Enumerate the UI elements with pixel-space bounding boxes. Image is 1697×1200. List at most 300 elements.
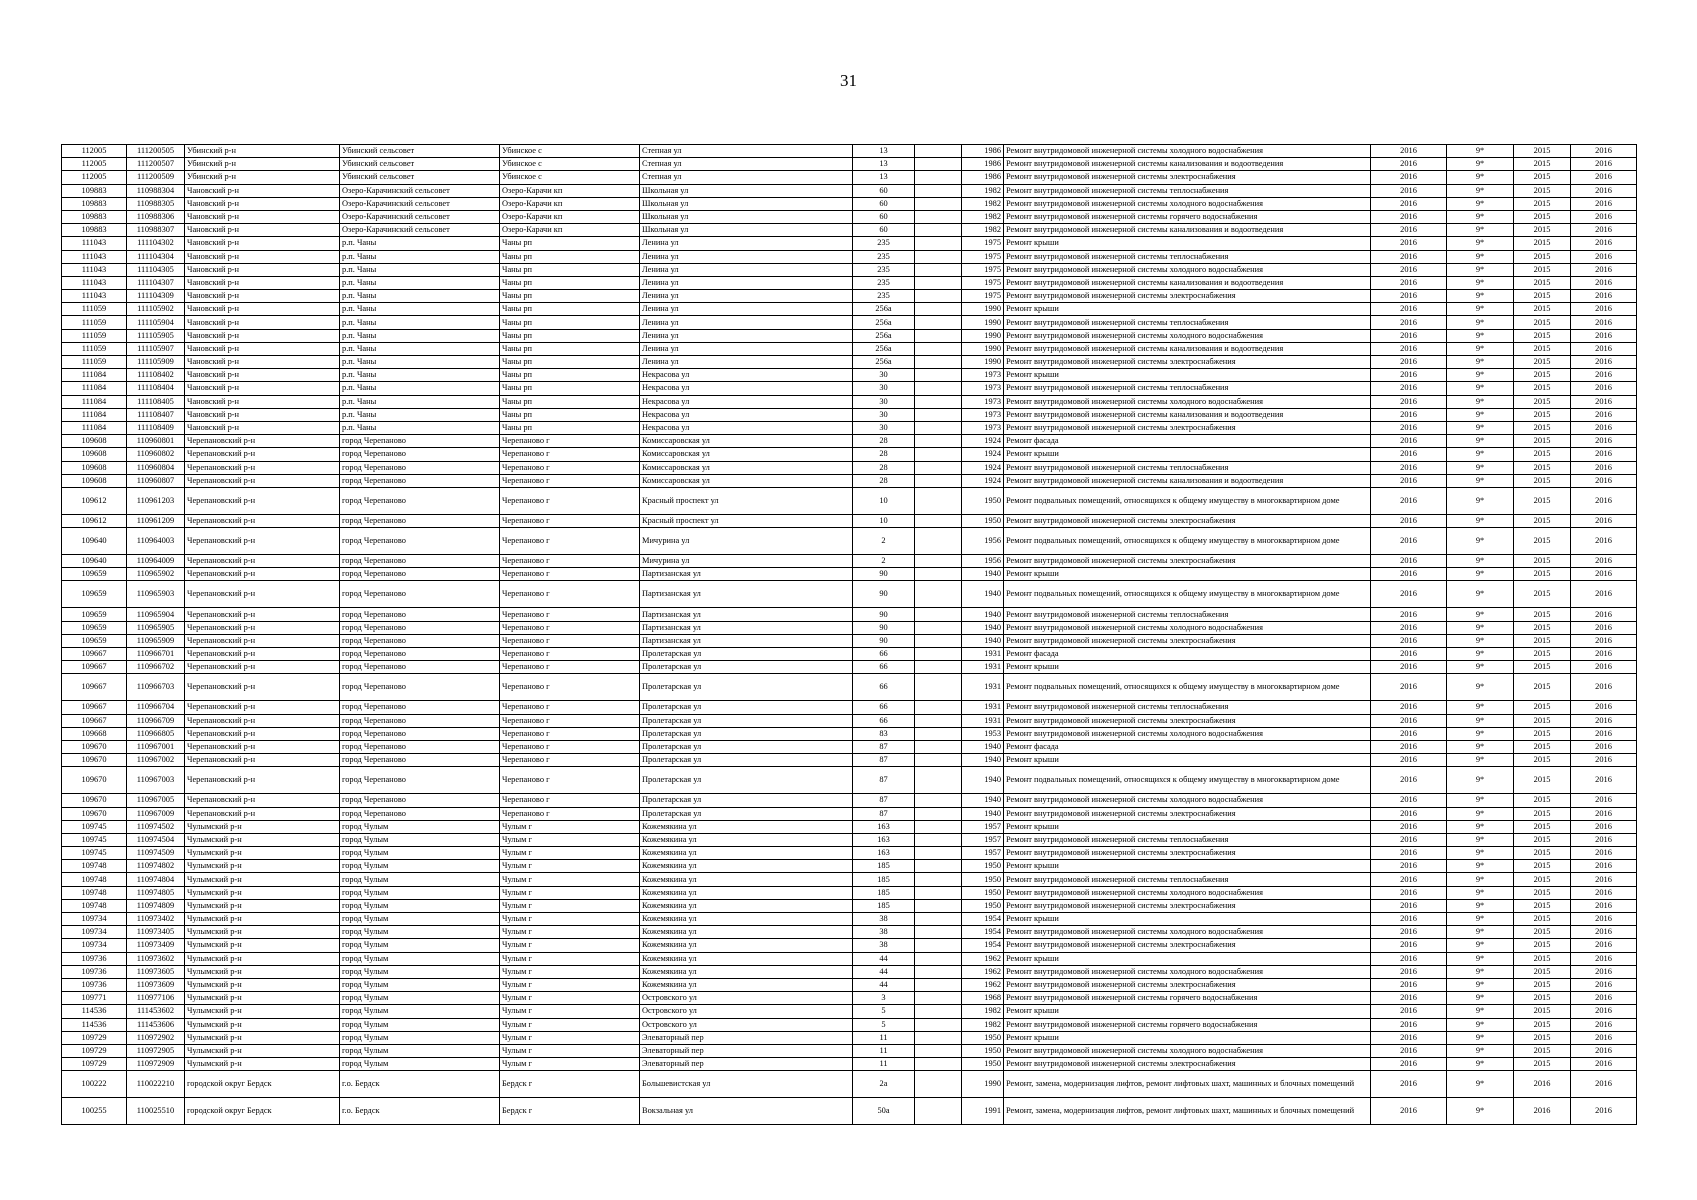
cell-building: [915, 860, 962, 873]
cell-plan-year: 2016: [1371, 1018, 1447, 1031]
cell-settlement: Чаны рп: [500, 250, 640, 263]
cell-end-year: 2016: [1571, 754, 1637, 767]
cell-house-number: 11: [853, 1031, 915, 1044]
cell-municipality: город Черепаново: [340, 528, 500, 555]
cell-plan-year: 2016: [1371, 1044, 1447, 1057]
cell-house-number: 66: [853, 661, 915, 674]
cell-note: 9*: [1447, 184, 1514, 197]
cell-start-year: 2015: [1514, 290, 1571, 303]
cell-work-id: 110966703: [127, 674, 185, 701]
cell-municipality: город Чулым: [340, 847, 500, 860]
cell-settlement: Чаны рп: [500, 369, 640, 382]
cell-plan-year: 2016: [1371, 913, 1447, 926]
cell-start-year: 2015: [1514, 487, 1571, 514]
cell-start-year: 2015: [1514, 952, 1571, 965]
cell-note: 9*: [1447, 860, 1514, 873]
cell-end-year: 2016: [1571, 913, 1637, 926]
cell-end-year: 2016: [1571, 847, 1637, 860]
cell-settlement: Чулым г: [500, 939, 640, 952]
cell-house-id: 109670: [62, 807, 127, 820]
cell-work-id: 110965909: [127, 634, 185, 647]
cell-building: [915, 899, 962, 912]
cell-work-id: 110966709: [127, 714, 185, 727]
cell-municipality: р.п. Чаны: [340, 237, 500, 250]
cell-plan-year: 2016: [1371, 276, 1447, 289]
cell-house-number: 235: [853, 250, 915, 263]
cell-street: Некрасова ул: [640, 382, 853, 395]
cell-year-built: 1986: [962, 158, 1004, 171]
cell-settlement: Чаны рп: [500, 316, 640, 329]
cell-street: Ленина ул: [640, 250, 853, 263]
cell-settlement: Чаны рп: [500, 303, 640, 316]
cell-street: Ленина ул: [640, 342, 853, 355]
cell-settlement: Черепаново г: [500, 474, 640, 487]
cell-year-built: 1940: [962, 794, 1004, 807]
cell-end-year: 2016: [1571, 807, 1637, 820]
cell-year-built: 1986: [962, 145, 1004, 158]
cell-work-type: Ремонт внутридомовой инженерной системы электроснабжения: [1004, 978, 1371, 991]
cell-end-year: 2016: [1571, 145, 1637, 158]
cell-street: Элеваторный пер: [640, 1044, 853, 1057]
cell-municipality: р.п. Чаны: [340, 421, 500, 434]
cell-start-year: 2015: [1514, 250, 1571, 263]
cell-house-number: 2: [853, 555, 915, 568]
cell-end-year: 2016: [1571, 487, 1637, 514]
cell-house-id: 109771: [62, 992, 127, 1005]
cell-year-built: 1982: [962, 1018, 1004, 1031]
cell-note: 9*: [1447, 568, 1514, 581]
cell-house-id: 114536: [62, 1005, 127, 1018]
cell-settlement: Чаны рп: [500, 356, 640, 369]
cell-settlement: Чулым г: [500, 952, 640, 965]
cell-building: [915, 608, 962, 621]
cell-settlement: Черепаново г: [500, 608, 640, 621]
cell-house-number: 256а: [853, 356, 915, 369]
table-row: [62, 674, 1637, 701]
cell-house-id: 111084: [62, 369, 127, 382]
cell-work-id: 110972905: [127, 1044, 185, 1057]
cell-plan-year: 2016: [1371, 224, 1447, 237]
cell-plan-year: 2016: [1371, 965, 1447, 978]
cell-work-type: Ремонт внутридомовой инженерной системы теплоснабжения: [1004, 382, 1371, 395]
cell-street: Кожемякина ул: [640, 886, 853, 899]
cell-work-id: 110974802: [127, 860, 185, 873]
cell-year-built: 1950: [962, 1031, 1004, 1044]
cell-building: [915, 224, 962, 237]
cell-district: Чулымский р-н: [185, 992, 340, 1005]
cell-street: Комиссаровская ул: [640, 474, 853, 487]
table-row: [62, 474, 1637, 487]
table-row: [62, 555, 1637, 568]
cell-district: Чановский р-н: [185, 316, 340, 329]
cell-note: 9*: [1447, 1031, 1514, 1044]
cell-end-year: 2016: [1571, 939, 1637, 952]
cell-plan-year: 2016: [1371, 568, 1447, 581]
cell-municipality: Озеро-Карачинский сельсовет: [340, 197, 500, 210]
cell-settlement: Чулым г: [500, 847, 640, 860]
cell-plan-year: 2016: [1371, 329, 1447, 342]
cell-house-id: 111084: [62, 395, 127, 408]
cell-note: 9*: [1447, 290, 1514, 303]
cell-district: Чановский р-н: [185, 382, 340, 395]
cell-settlement: Чулым г: [500, 1044, 640, 1057]
table-row: [62, 939, 1637, 952]
cell-house-id: 109667: [62, 648, 127, 661]
cell-plan-year: 2016: [1371, 1071, 1447, 1098]
cell-end-year: 2016: [1571, 329, 1637, 342]
cell-work-id: 110972909: [127, 1058, 185, 1071]
table-row: [62, 661, 1637, 674]
cell-note: 9*: [1447, 886, 1514, 899]
cell-note: 9*: [1447, 421, 1514, 434]
cell-end-year: 2016: [1571, 408, 1637, 421]
cell-work-type: Ремонт внутридомовой инженерной системы холодного водоснабжения: [1004, 794, 1371, 807]
cell-municipality: город Чулым: [340, 833, 500, 846]
table-row: [62, 1098, 1637, 1125]
cell-start-year: 2015: [1514, 369, 1571, 382]
cell-building: [915, 461, 962, 474]
cell-house-number: 38: [853, 913, 915, 926]
cell-building: [915, 474, 962, 487]
cell-work-type: Ремонт фасада: [1004, 435, 1371, 448]
cell-municipality: Убинский сельсовет: [340, 145, 500, 158]
cell-work-id: 110964009: [127, 555, 185, 568]
cell-house-id: 109640: [62, 555, 127, 568]
cell-street: Элеваторный пер: [640, 1031, 853, 1044]
cell-note: 9*: [1447, 395, 1514, 408]
cell-end-year: 2016: [1571, 316, 1637, 329]
cell-end-year: 2016: [1571, 197, 1637, 210]
table-row: [62, 740, 1637, 753]
cell-municipality: город Черепаново: [340, 448, 500, 461]
cell-street: Кожемякина ул: [640, 965, 853, 978]
cell-work-id: 111104309: [127, 290, 185, 303]
cell-work-id: 110965902: [127, 568, 185, 581]
table-row: [62, 714, 1637, 727]
cell-district: Черепановский р-н: [185, 634, 340, 647]
cell-start-year: 2015: [1514, 184, 1571, 197]
cell-note: 9*: [1447, 939, 1514, 952]
cell-work-id: 110974804: [127, 873, 185, 886]
cell-work-type: Ремонт внутридомовой инженерной системы холодного водоснабжения: [1004, 965, 1371, 978]
cell-work-type: Ремонт фасада: [1004, 648, 1371, 661]
cell-district: Черепановский р-н: [185, 474, 340, 487]
cell-work-type: Ремонт внутридомовой инженерной системы холодного водоснабжения: [1004, 621, 1371, 634]
cell-house-id: 109883: [62, 210, 127, 223]
cell-end-year: 2016: [1571, 860, 1637, 873]
cell-year-built: 1982: [962, 197, 1004, 210]
cell-year-built: 1924: [962, 448, 1004, 461]
cell-building: [915, 807, 962, 820]
cell-end-year: 2016: [1571, 608, 1637, 621]
cell-district: Чановский р-н: [185, 303, 340, 316]
cell-municipality: город Чулым: [340, 1018, 500, 1031]
cell-street: Степная ул: [640, 171, 853, 184]
cell-plan-year: 2016: [1371, 754, 1447, 767]
cell-district: Чановский р-н: [185, 369, 340, 382]
cell-year-built: 1982: [962, 210, 1004, 223]
cell-plan-year: 2016: [1371, 197, 1447, 210]
cell-house-number: 30: [853, 421, 915, 434]
cell-work-type: Ремонт, замена, модернизация лифтов, ремонт лифтовых шахт, машинных и блочных помещений: [1004, 1098, 1371, 1125]
cell-building: [915, 158, 962, 171]
cell-settlement: Чулым г: [500, 913, 640, 926]
cell-street: Пролетарская ул: [640, 714, 853, 727]
cell-work-type: Ремонт внутридомовой инженерной системы холодного водоснабжения: [1004, 329, 1371, 342]
cell-year-built: 1931: [962, 714, 1004, 727]
cell-house-id: 111043: [62, 237, 127, 250]
cell-house-id: 111059: [62, 356, 127, 369]
cell-work-id: 111104304: [127, 250, 185, 263]
cell-municipality: р.п. Чаны: [340, 276, 500, 289]
cell-municipality: город Чулым: [340, 886, 500, 899]
cell-house-number: 87: [853, 794, 915, 807]
cell-district: Черепановский р-н: [185, 754, 340, 767]
cell-end-year: 2016: [1571, 276, 1637, 289]
cell-street: Островского ул: [640, 1005, 853, 1018]
cell-note: 9*: [1447, 767, 1514, 794]
cell-end-year: 2016: [1571, 727, 1637, 740]
cell-house-number: 256а: [853, 329, 915, 342]
cell-end-year: 2016: [1571, 1058, 1637, 1071]
cell-settlement: Убинское с: [500, 158, 640, 171]
cell-house-id: 109883: [62, 197, 127, 210]
cell-municipality: р.п. Чаны: [340, 408, 500, 421]
cell-settlement: Чулым г: [500, 1058, 640, 1071]
cell-street: Кожемякина ул: [640, 847, 853, 860]
cell-building: [915, 1058, 962, 1071]
cell-settlement: Черепаново г: [500, 621, 640, 634]
cell-work-id: 111105909: [127, 356, 185, 369]
cell-note: 9*: [1447, 487, 1514, 514]
cell-street: Кожемякина ул: [640, 820, 853, 833]
cell-municipality: город Черепаново: [340, 474, 500, 487]
cell-building: [915, 727, 962, 740]
cell-settlement: Черепаново г: [500, 767, 640, 794]
cell-work-type: Ремонт крыши: [1004, 1031, 1371, 1044]
cell-start-year: 2015: [1514, 356, 1571, 369]
cell-work-type: Ремонт внутридомовой инженерной системы электроснабжения: [1004, 939, 1371, 952]
cell-building: [915, 740, 962, 753]
cell-building: [915, 873, 962, 886]
table-row: [62, 913, 1637, 926]
cell-building: [915, 1005, 962, 1018]
cell-settlement: Озеро-Карачи кп: [500, 224, 640, 237]
cell-settlement: Чаны рп: [500, 263, 640, 276]
cell-work-id: 110974504: [127, 833, 185, 846]
cell-work-type: Ремонт внутридомовой инженерной системы теплоснабжения: [1004, 250, 1371, 263]
cell-year-built: 1940: [962, 621, 1004, 634]
cell-street: Кожемякина ул: [640, 899, 853, 912]
cell-work-id: 110960804: [127, 461, 185, 474]
cell-end-year: 2016: [1571, 1031, 1637, 1044]
cell-end-year: 2016: [1571, 448, 1637, 461]
table-row: [62, 873, 1637, 886]
cell-work-id: 110967002: [127, 754, 185, 767]
cell-plan-year: 2016: [1371, 820, 1447, 833]
cell-start-year: 2015: [1514, 939, 1571, 952]
cell-house-number: 87: [853, 740, 915, 753]
cell-district: Чановский р-н: [185, 356, 340, 369]
cell-settlement: Черепаново г: [500, 674, 640, 701]
cell-district: Чулымский р-н: [185, 952, 340, 965]
cell-end-year: 2016: [1571, 674, 1637, 701]
cell-start-year: 2015: [1514, 847, 1571, 860]
cell-work-id: 111453606: [127, 1018, 185, 1031]
cell-district: Чулымский р-н: [185, 820, 340, 833]
cell-end-year: 2016: [1571, 767, 1637, 794]
table-row: [62, 1071, 1637, 1098]
cell-work-id: 111108402: [127, 369, 185, 382]
cell-district: Чановский р-н: [185, 184, 340, 197]
page-number: 31: [840, 71, 857, 90]
cell-work-type: Ремонт фасада: [1004, 740, 1371, 753]
cell-district: городской округ Бердск: [185, 1098, 340, 1125]
cell-start-year: 2015: [1514, 740, 1571, 753]
cell-street: Кожемякина ул: [640, 926, 853, 939]
cell-end-year: 2016: [1571, 395, 1637, 408]
cell-house-number: 87: [853, 767, 915, 794]
cell-end-year: 2016: [1571, 474, 1637, 487]
cell-plan-year: 2016: [1371, 992, 1447, 1005]
cell-work-id: 110974502: [127, 820, 185, 833]
cell-street: Пролетарская ул: [640, 740, 853, 753]
cell-year-built: 1990: [962, 316, 1004, 329]
cell-municipality: город Чулым: [340, 965, 500, 978]
table-row: [62, 701, 1637, 714]
cell-house-number: 13: [853, 171, 915, 184]
cell-district: Черепановский р-н: [185, 714, 340, 727]
cell-work-type: Ремонт внутридомовой инженерной системы теплоснабжения: [1004, 833, 1371, 846]
cell-municipality: город Черепаново: [340, 568, 500, 581]
cell-start-year: 2015: [1514, 528, 1571, 555]
cell-house-number: 90: [853, 581, 915, 608]
cell-end-year: 2016: [1571, 369, 1637, 382]
cell-end-year: 2016: [1571, 184, 1637, 197]
cell-work-id: 110973405: [127, 926, 185, 939]
table-row: [62, 528, 1637, 555]
cell-end-year: 2016: [1571, 714, 1637, 727]
cell-municipality: Озеро-Карачинский сельсовет: [340, 224, 500, 237]
cell-year-built: 1990: [962, 1071, 1004, 1098]
cell-year-built: 1973: [962, 395, 1004, 408]
cell-building: [915, 714, 962, 727]
cell-street: Партизанская ул: [640, 621, 853, 634]
cell-year-built: 1982: [962, 1005, 1004, 1018]
cell-work-id: 111108407: [127, 408, 185, 421]
table-row: [62, 992, 1637, 1005]
cell-work-id: 110967009: [127, 807, 185, 820]
cell-settlement: Чулым г: [500, 1031, 640, 1044]
table-row: [62, 250, 1637, 263]
cell-street: Ленина ул: [640, 276, 853, 289]
cell-year-built: 1956: [962, 528, 1004, 555]
cell-street: Некрасова ул: [640, 369, 853, 382]
table-row: [62, 303, 1637, 316]
cell-municipality: город Черепаново: [340, 648, 500, 661]
cell-start-year: 2015: [1514, 727, 1571, 740]
cell-district: Чулымский р-н: [185, 1018, 340, 1031]
cell-settlement: Чулым г: [500, 978, 640, 991]
cell-plan-year: 2016: [1371, 608, 1447, 621]
cell-work-type: Ремонт внутридомовой инженерной системы электроснабжения: [1004, 634, 1371, 647]
cell-note: 9*: [1447, 1071, 1514, 1098]
table-row: [62, 448, 1637, 461]
cell-plan-year: 2016: [1371, 1098, 1447, 1125]
cell-street: Школьная ул: [640, 224, 853, 237]
cell-year-built: 1940: [962, 581, 1004, 608]
cell-building: [915, 171, 962, 184]
repair-schedule-table: [61, 144, 1637, 1125]
cell-plan-year: 2016: [1371, 926, 1447, 939]
cell-end-year: 2016: [1571, 833, 1637, 846]
cell-house-id: 109883: [62, 184, 127, 197]
table-row: [62, 158, 1637, 171]
cell-street: Некрасова ул: [640, 421, 853, 434]
cell-district: Чулымский р-н: [185, 965, 340, 978]
cell-work-id: 110966701: [127, 648, 185, 661]
cell-note: 9*: [1447, 448, 1514, 461]
cell-start-year: 2015: [1514, 197, 1571, 210]
cell-municipality: город Черепаново: [340, 767, 500, 794]
cell-house-number: 50а: [853, 1098, 915, 1125]
cell-municipality: р.п. Чаны: [340, 316, 500, 329]
cell-start-year: 2015: [1514, 435, 1571, 448]
cell-plan-year: 2016: [1371, 794, 1447, 807]
cell-street: Кожемякина ул: [640, 952, 853, 965]
cell-note: 9*: [1447, 992, 1514, 1005]
cell-house-number: 90: [853, 608, 915, 621]
cell-work-type: Ремонт внутридомовой инженерной системы теплоснабжения: [1004, 461, 1371, 474]
cell-year-built: 1924: [962, 435, 1004, 448]
cell-street: Вокзальная ул: [640, 1098, 853, 1125]
cell-house-id: 109748: [62, 873, 127, 886]
cell-district: Чулымский р-н: [185, 1005, 340, 1018]
cell-end-year: 2016: [1571, 1018, 1637, 1031]
cell-house-id: 111084: [62, 421, 127, 434]
cell-start-year: 2015: [1514, 408, 1571, 421]
cell-year-built: 1924: [962, 474, 1004, 487]
cell-settlement: Чаны рп: [500, 329, 640, 342]
cell-house-number: 30: [853, 369, 915, 382]
cell-plan-year: 2016: [1371, 952, 1447, 965]
cell-note: 9*: [1447, 342, 1514, 355]
cell-house-id: 109670: [62, 767, 127, 794]
cell-plan-year: 2016: [1371, 435, 1447, 448]
cell-building: [915, 210, 962, 223]
cell-work-type: Ремонт подвальных помещений, относящихся к общему имуществу в многоквартирном доме: [1004, 528, 1371, 555]
cell-municipality: город Черепаново: [340, 794, 500, 807]
cell-street: Школьная ул: [640, 184, 853, 197]
cell-work-id: 110967001: [127, 740, 185, 753]
cell-plan-year: 2016: [1371, 661, 1447, 674]
cell-plan-year: 2016: [1371, 158, 1447, 171]
cell-district: Чулымский р-н: [185, 873, 340, 886]
cell-year-built: 1973: [962, 408, 1004, 421]
cell-start-year: 2015: [1514, 701, 1571, 714]
cell-street: Ленина ул: [640, 356, 853, 369]
cell-street: Мичурина ул: [640, 528, 853, 555]
cell-house-number: 256а: [853, 342, 915, 355]
cell-house-id: 109748: [62, 860, 127, 873]
cell-building: [915, 1098, 962, 1125]
cell-end-year: 2016: [1571, 1005, 1637, 1018]
cell-work-id: 110966704: [127, 701, 185, 714]
cell-end-year: 2016: [1571, 621, 1637, 634]
cell-note: 9*: [1447, 1098, 1514, 1125]
table-row: [62, 833, 1637, 846]
cell-house-id: 109612: [62, 487, 127, 514]
